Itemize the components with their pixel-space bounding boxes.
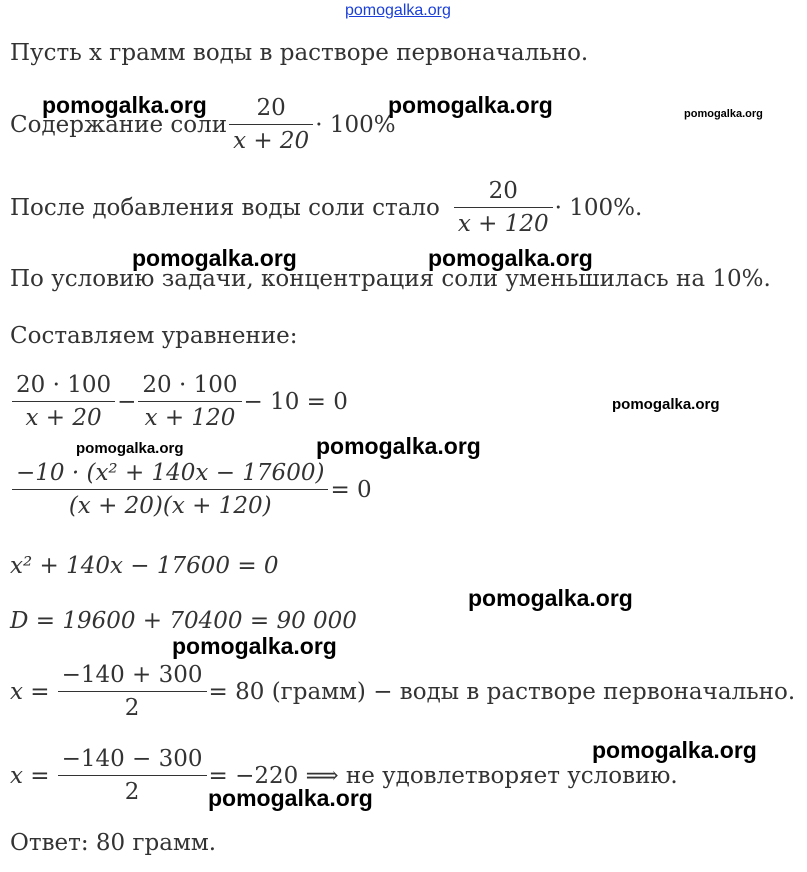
equation-label: Составляем уравнение:: [10, 323, 298, 349]
fraction-a: [12, 372, 115, 431]
fraction-numerator: 20 · 100: [138, 372, 241, 402]
salt-content-label: Содержание соли: [10, 111, 228, 138]
discriminant: D = 19600 + 70400 = 90 000: [10, 608, 357, 634]
watermark: pomogalka.org: [684, 108, 763, 120]
root-prefix: x =: [10, 762, 50, 789]
equation-2: [10, 460, 372, 519]
fraction-denominator: x + 120: [144, 405, 236, 431]
watermark: pomogalka.org: [316, 433, 481, 459]
fraction-denominator: x + 20: [233, 128, 310, 154]
fraction-denominator: 2: [124, 779, 140, 805]
minus-sign: −: [117, 388, 137, 415]
watermark: pomogalka.org: [132, 245, 297, 271]
answer-text: Ответ: 80 грамм.: [10, 830, 217, 856]
fraction-initial: [229, 95, 313, 154]
watermark: pomogalka.org: [612, 396, 720, 413]
root-tail: = 80 (грамм) − воды в растворе первоначально.: [208, 678, 796, 705]
root-1: [10, 662, 795, 721]
watermark: pomogalka.org: [76, 440, 184, 457]
fraction-numerator: −140 − 300: [58, 746, 207, 776]
root-prefix: x =: [10, 678, 50, 705]
watermark: pomogalka.org: [592, 737, 757, 763]
fraction-root1: [58, 662, 207, 721]
fraction-c: [12, 460, 328, 519]
fraction-numerator: −140 + 300: [58, 662, 207, 692]
fraction-root2: [58, 746, 207, 805]
watermark: pomogalka.org: [42, 92, 207, 118]
after-adding-label: После добавления воды соли стало: [10, 194, 440, 221]
site-link[interactable]: pomogalka.org: [345, 2, 451, 19]
fraction-denominator: (x + 20)(x + 120): [68, 493, 272, 519]
fraction-tail: · 100%: [315, 111, 396, 138]
fraction-numerator: 20 · 100: [12, 372, 115, 402]
equation-tail: = 0: [330, 476, 372, 503]
root-tail: = −220 ⟹ не удовлетворяет условию.: [208, 762, 678, 789]
after-adding-line: [10, 178, 642, 237]
fraction-b: [138, 372, 241, 431]
equation-tail: − 10 = 0: [243, 388, 348, 415]
watermark: pomogalka.org: [208, 785, 373, 811]
fraction-denominator: x + 120: [457, 211, 549, 237]
watermark: pomogalka.org: [388, 92, 553, 118]
fraction-numerator: 20: [454, 178, 553, 208]
fraction-after: [454, 178, 553, 237]
equation-1: [10, 372, 348, 431]
fraction-numerator: −10 · (x² + 140x − 17600): [12, 460, 328, 490]
fraction-numerator: 20: [229, 95, 313, 125]
watermark: pomogalka.org: [172, 633, 337, 659]
equation-3: x² + 140x − 17600 = 0: [10, 553, 279, 579]
intro-text: Пусть x грамм воды в растворе первоначально.: [10, 40, 589, 66]
watermark: pomogalka.org: [428, 245, 593, 271]
condition-text: По условию задачи, концентрация соли уменьшилась на 10%.: [10, 266, 771, 292]
fraction-denominator: 2: [124, 695, 140, 721]
fraction-tail: · 100%.: [554, 194, 643, 221]
fraction-denominator: x + 20: [25, 405, 102, 431]
watermark: pomogalka.org: [468, 585, 633, 611]
